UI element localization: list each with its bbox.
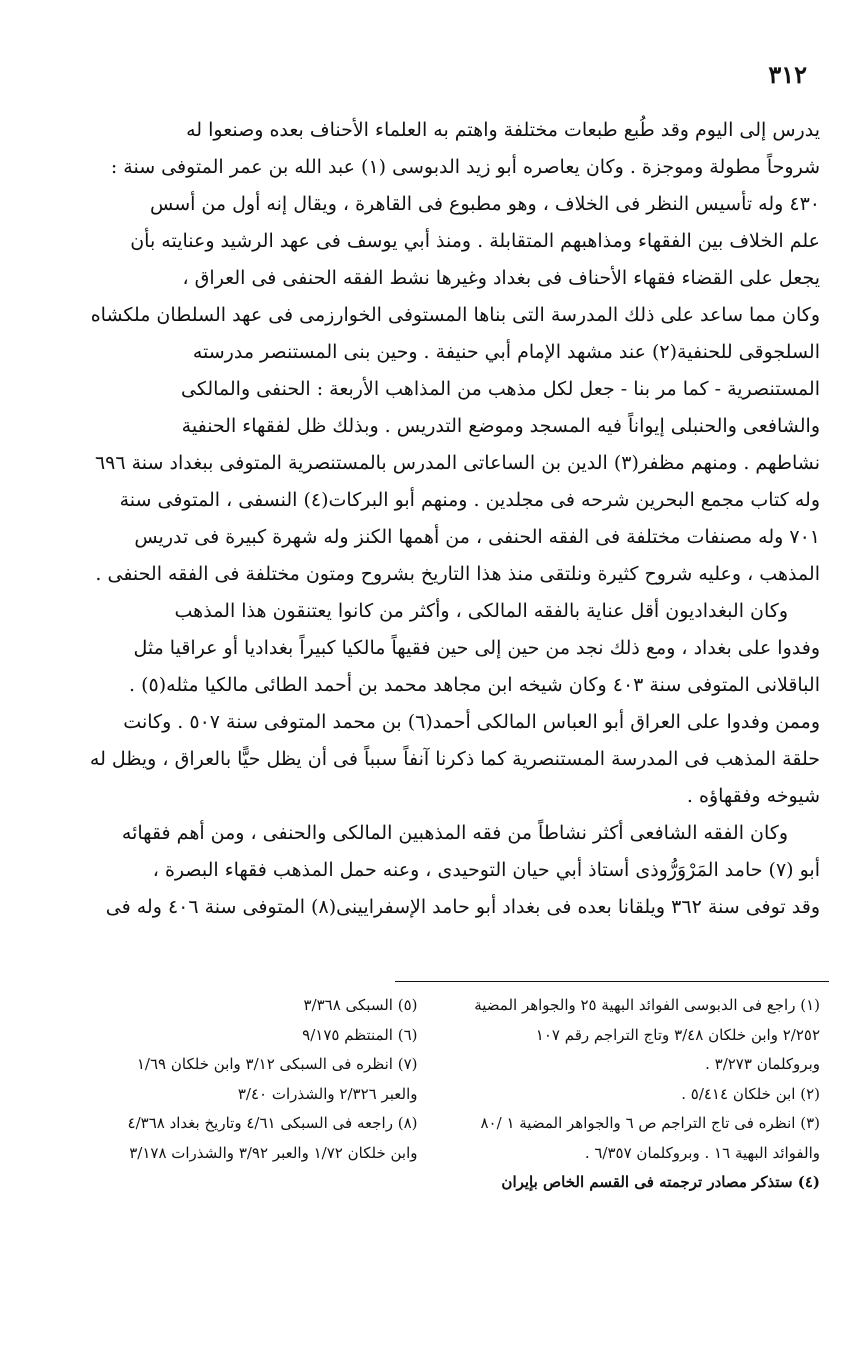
text-line: يدرس إلى اليوم وقد طُبع طبعات مختلفة واهتم به العلماء الأحناف بعده وصنعوا له [186,119,820,141]
text-line: وكان البغداديون أقل عناية بالفقه المالكى ، وأكثر من كانوا يعتنقون هذا المذهب [174,600,788,622]
footnote-line: وابن خلكان ١/٧٢ والعبر ٣/٩٢ والشذرات ٣/١٧٨ [129,1143,418,1162]
footnote-line: والفوائد البهية ١٦ . وبروكلمان ٦/٣٥٧ . [584,1143,820,1162]
footnote-line: وبروكلمان ٣/٢٧٣ . [705,1055,820,1073]
page-number: ٣١٢ [768,60,807,89]
main-text [30,112,820,926]
footnote-divider [395,981,829,982]
footnote-line: (٥) السبكى ٣/٣٦٨ [303,996,418,1014]
footnote-line: (٨) راجعه فى السبكى ٤/٦١ وتاريخ بغداد ٤/٣٦٨ [127,1114,418,1132]
footnotes [15,991,820,1198]
text-line: وفدوا على بغداد ، ومع ذلك نجد من حين إلى حين فقيهاً مالكيا كبيراً بغداديا أو عراقيا مثل [133,637,820,659]
footnote-line: ٢/٢٥٢ وابن خلكان ٣/٤٨ وتاج التراجم رقم ١٠٧ [535,1025,820,1044]
text-line: حلقة المذهب فى المدرسة المستنصرية كما ذكرنا آنفاً سبباً فى أن يظل حيًّا بالعراق ، ويظل له [89,748,820,770]
text-line: شيوخه وفقهاؤه . [686,785,820,807]
text-line: المذهب ، وعليه شروح كثيرة ونلتقى منذ هذا التاريخ بشروح ومتون مختلفة فى الفقه الحنفى . [95,563,820,585]
footnotes-left-column [15,991,418,1198]
text-line: والشافعى والحنبلى إيواناً فيه المسجد وموضع التدريس . وبذلك ظل لفقهاء الحنفية [181,415,820,437]
footnote-line: (٤) ستذكر مصادر ترجمته فى القسم الخاص بإيران [501,1173,820,1191]
footnote-line: (٢) ابن خلكان ٥/٤١٤ . [681,1084,820,1103]
footnotes-right-column [418,991,821,1198]
text-line: وله كتاب مجمع البحرين شرحه فى مجلدين . ومنهم أبو البركات(٤) النسفى ، المتوفى سنة [119,489,820,511]
text-line: السلجوقى للحنفية(٢) عند مشهد الإمام أبي حنيفة . وحين بنى المستنصر مدرسته [192,341,820,363]
text-line: وكان الفقه الشافعى أكثر نشاطاً من فقه المذهبين المالكى والحنفى ، ومن أهم فقهائه [121,822,788,844]
text-line: يجعل على القضاء فقهاء الأحناف فى بغداد وغيرها نشط الفقه الحنفى فى العراق ، [182,267,820,289]
text-line: شروحاً مطولة وموجزة . وكان يعاصره أبو زيد الدبوسى (١) عبد الله بن عمر المتوفى سنة : [110,156,820,178]
text-line: وقد توفى سنة ٣٦٢ ويلقانا بعده فى بغداد أبو حامد الإسفرايينى(٨) المتوفى سنة ٤٠٦ وله فى [105,896,820,918]
text-line: وممن وفدوا على العراق أبو العباس المالكى أحمد(٦) بن محمد المتوفى سنة ٥٠٧ . وكانت [123,711,820,733]
text-line: نشاطهم . ومنهم مظفر(٣) الدين بن الساعاتى المدرس بالمستنصرية المتوفى ببغداد سنة ٦٩٦ [94,452,820,474]
footnote-line: والعبر ٢/٣٢٦ والشذرات ٣/٤٠ [237,1084,418,1103]
footnote-line: (٣) انظره فى تاج التراجم ص ٦ والجواهر المضية ١ /٨٠ [480,1114,820,1132]
footnote-line: (١) راجع فى الدبوسى الفوائد البهية ٢٥ والجواهر المضية [474,996,820,1014]
footnote-line: (٦) المنتظم ٩/١٧٥ [302,1025,418,1044]
text-line: وكان مما ساعد على ذلك المدرسة التى بناها المستوفى الخوارزمى فى عهد السلطان ملكشاه [90,304,820,326]
text-line: ٧٠١ وله مصنفات مختلفة فى الفقه الحنفى ، من أهمها الكنز وله شهرة كبيرة فى تدريس [134,526,820,548]
text-line: ٤٣٠ وله تأسيس النظر فى الخلاف ، وهو مطبوع فى القاهرة ، ويقال إنه أول من أسس [149,193,820,215]
text-line: أبو (٧) حامد المَرْوَرُّوذى أستاذ أبي حيان التوحيدى ، وعنه حمل المذهب فقهاء البصرة ، [152,859,820,881]
text-line: علم الخلاف بين الفقهاء ومذاهبهم المتقابلة . ومنذ أبي يوسف فى عهد الرشيد وعنايته بأن [130,230,820,252]
text-line: الباقلانى المتوفى سنة ٤٠٣ وكان شيخه ابن مجاهد محمد بن أحمد الطائى مالكيا مثله(٥) . [129,674,820,696]
footnote-line: (٧) انظره فى السبكى ٣/١٢ وابن خلكان ١/٦٩ [136,1055,418,1073]
text-line: المستنصرية - كما مر بنا - جعل لكل مذهب من المذاهب الأربعة : الحنفى والمالكى [181,378,820,400]
